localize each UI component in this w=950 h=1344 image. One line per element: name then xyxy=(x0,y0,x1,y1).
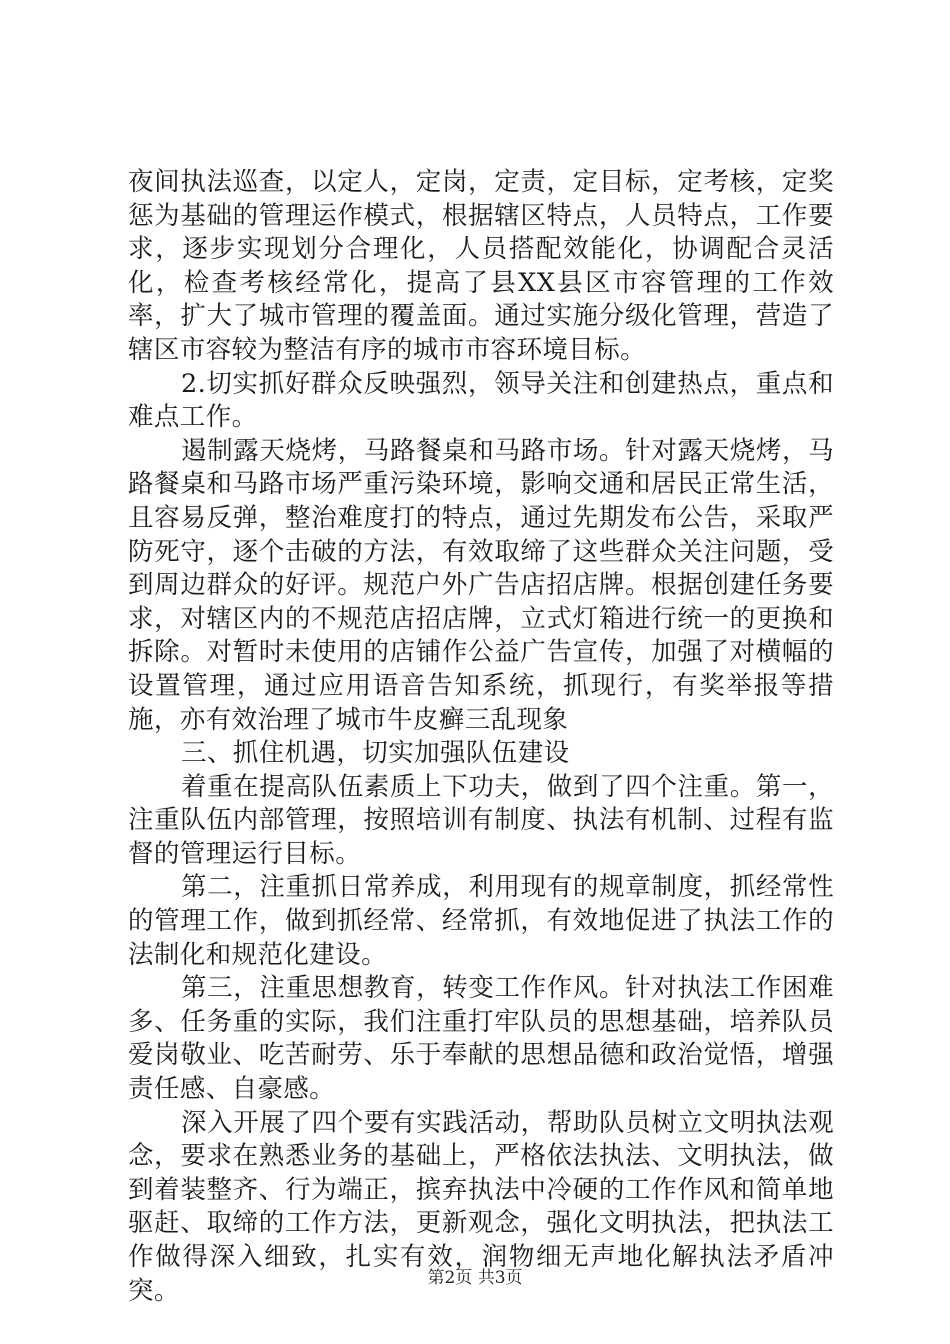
section-heading-3: 三、抓住机遇，切实加强队伍建设 xyxy=(181,738,570,769)
paragraph-3: 遏制露天烧烤，马路餐桌和马路市场。针对露天烧烤，马路餐桌和马路市场严重污染环境，影响交通和居民正常生活，且容易反弹，整治难度打的特点，通过先期发布公告，采取严防死守，逐个击破的方法，有效取缔了这些群众关注问题，受到周边群众的好评。规范户外广告店招店牌。根据创建任务要求，对辖区内的不规范店招店牌，立式灯箱进行统一的更换和拆除。对暂时未使用的店铺作公益广告宣传，加强了对横幅的设置管理，通过应用语音告知系统，抓现行，有奖举报等措施，亦有效治理了城市牛皮癣三乱现象 xyxy=(128,435,834,735)
paragraph-8: 深入开展了四个要有实践活动，帮助队员树立文明执法观念，要求在熟悉业务的基础上，严格依法执法、文明执法，做到着装整齐、行为端正，摈弃执法中冷硬的工作作风和简单地驱赶、取缔的工作方法，更新观念，强化文明执法，把执法工作做得深入细致，扎实有效，润物细无声地化解执法矛盾冲突。 xyxy=(128,1107,834,1306)
page-footer: 第2页 共3页 xyxy=(427,1268,523,1288)
document-body xyxy=(128,166,834,1308)
paragraph-2-heading: 2.切实抓好群众反映强烈，领导关注和创建热点，重点和难点工作。 xyxy=(128,368,834,433)
paragraph-6: 第二，注重抓日常养成，利用现有的规章制度，抓经常性的管理工作，做到抓经常、经常抓，有效地促进了执法工作的法制化和规范化建设。 xyxy=(128,872,834,970)
paragraph-7: 第三，注重思想教育，转变工作作风。针对执法工作困难多、任务重的实际，我们注重打牢队员的思想基础，培养队员爱岗敬业、吃苦耐劳、乐于奉献的思想品德和政治觉悟，增强责任感、自豪感。 xyxy=(128,973,834,1105)
paragraph-1: 夜间执法巡查，以定人，定岗，定责，定目标，定考核，定奖惩为基础的管理运作模式，根据辖区特点，人员特点，工作要求，逐步实现划分合理化，人员搭配效能化，协调配合灵活化，检查考核经常化，提高了县XX县区市容管理的工作效率，扩大了城市管理的覆盖面。通过实施分级化管理，营造了辖区市容较为整洁有序的城市市容环境目标。 xyxy=(128,167,834,365)
paragraph-5: 着重在提高队伍素质上下功夫，做到了四个注重。第一，注重队伍内部管理，按照培训有制度、执法有机制、过程有监督的管理运行目标。 xyxy=(128,771,834,869)
